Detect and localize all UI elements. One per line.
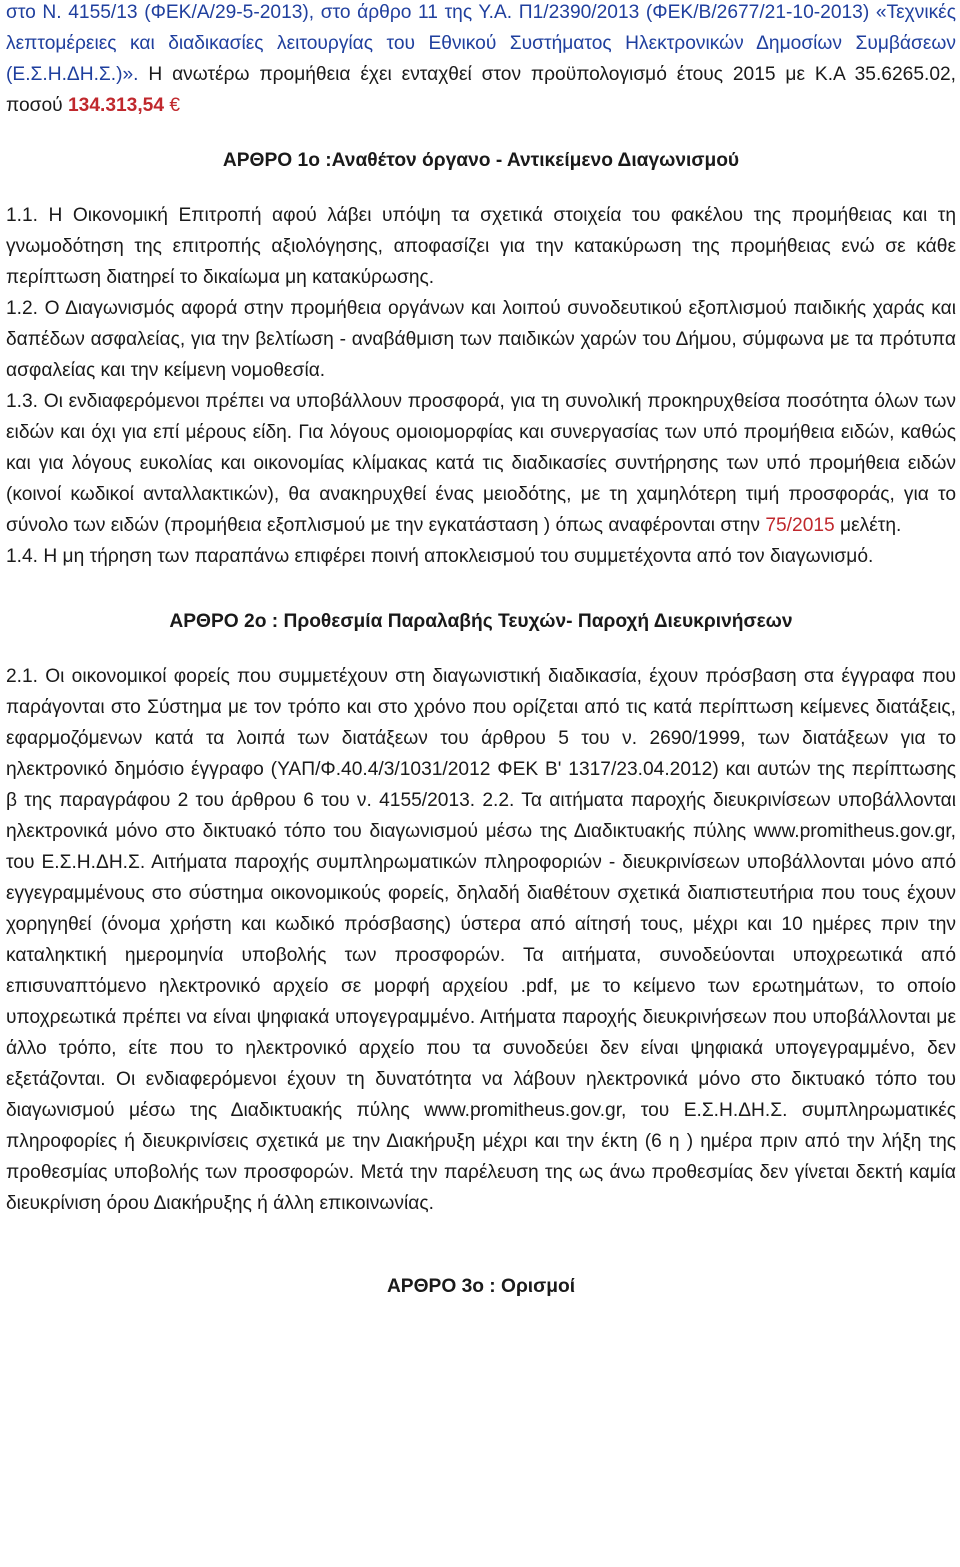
paragraph-2-1: 2.1. Οι οικονομικοί φορείς που συμμετέχουν στη διαγωνιστική διαδικασία, έχουν πρόσβαση στα έγγραφα που παράγονται στο Σύστημα με τον τρόπο και στο χρόνο που ορίζεται από τις κατά περίπτωση κείμενες διατάξεις, εφαρμοζόμενων κατά τα λοιπά των διατάξεων του άρθρου 5 του ν. 2690/1999, των διατάξεων για το ηλεκτρονικό δημόσιο έγγραφο (ΥΑΠ/Φ.40.4/3/1031/2012 ΦΕΚ Β' 1317/23.04.2012) και αυτών της περίπτωσης β της παραγράφου 2 του άρθρου 6 του ν. 4155/2013. 2.2. Τα αιτήματα παροχής διευκρινίσεων υποβάλλονται ηλεκτρονικά μόνο στο δικτυακό τόπο του διαγωνισμού μέσω της Διαδικτυακής πύλης www.promitheus.gov.gr, του Ε.Σ.Η.ΔΗ.Σ. Αιτήματα παροχής συμπληρωματικών πληροφοριών - διευκρινίσεων υποβάλλονται μόνο από εγγεγραμμένους στο σύστημα οικονομικούς φορείς, δηλαδή διαθέτουν σχετικά διαπιστευτήρια που τους έχουν χορηγηθεί (όνομα χρήστη και κωδικό πρόσβασης) ύστερα από αίτησή τους, μέχρι και 10 ημέρες πριν την καταληκτική ημερομηνία υποβολής των προσφορών. Τα αιτήματα, συνοδεύονται υποχρεωτικά από επισυναπτόμενο ηλεκτρονικό αρχείο σε μορφή αρχείου .pdf, με το κείμενο των ερωτημάτων, το οποίο υποχρεωτικά πρέπει να είναι ψηφιακά υπογεγραμμένο. Αιτήματα παροχής διευκρινήσεων που υποβάλλονται με άλλο τρόπο, είτε που το ηλεκτρονικό αρχείο που τα συνοδεύει δεν είναι ψηφιακά υπογεγραμμένο, δεν εξετάζονται. Οι ενδιαφερόμενοι έχουν τη δυνατότητα να λάβουν ηλεκτρονικά μόνο στο δικτυακό τόπο του διαγωνισμού μέσω της Διαδικτυακής πύλης www.promitheus.gov.gr, του Ε.Σ.Η.ΔΗ.Σ. συμπληρωματικές πληροφορίες ή διευκρινίσεις σχετικά με την Διακήρυξη μέχρι και την έκτη (6 η ) ημέρα πριν από την λήξη της προθεσμίας υποβολής των προσφορών. Μετά την παρέλευση της ως άνω προθεσμίας δεν γίνεται δεκτή καμία διευκρίνιση όρου Διακήρυξης ή άλλη επικοινωνίας. [6,666,956,1214]
legal-reference: στο Ν. 4155/13 (ΦΕΚ/Α/29-5-2013), στο άρθρο 11 της Υ.Α. Π1/2390/2013 (ΦΕΚ/Β/2677/21-10-2013) «Τεχνικές λεπτομέρειες και διαδικασίες λειτουργίας του Εθνικού Συστήματος Ηλεκτρονικών Δημοσίων Συμβάσεων (Ε.Σ.Η.ΔΗ.Σ.)». [6,2,956,85]
budget-text: Η ανωτέρω προμήθεια έχει ενταχθεί στον προϋπολογισμό έτους 2015 με Κ.Α 35.6265.02, ποσού [6,64,956,116]
article-3-heading: ΑΡΘΡΟ 3ο : Ορισμοί [386,1276,576,1297]
paragraph-1-3 [6,386,956,541]
article-1-heading: ΑΡΘΡΟ 1ο :Αναθέτον όργανο - Αντικείμενο Διαγωνισμού [222,150,740,171]
paragraph-1-3-text: 1.3. Οι ενδιαφερόμενοι πρέπει να υποβάλλουν προσφορά, για τη συνολική προκηρυχθείσα ποσότητα όλων των ειδών και όχι για επί μέρους είδη. Για λόγους ομοιομορφίας και συνεργασίας των υπό προμήθεια ειδών, καθώς και για λόγους ευκολίας και οικονομίας κλίμακας κατά τις διαδικασίες συντήρησης των υπό προμήθεια ειδών (κοινοί κωδικοί ανταλλακτικών), θα ανακηρυχθεί ένας μειοδότης, με τη χαμηλότερη τιμή προσφοράς, για το σύνολο των ειδών (προμήθεια εξοπλισμού με την εγκατάσταση ) όπως αναφέρονται στην [6,391,956,536]
paragraph-1-4: 1.4. Η μη τήρηση των παραπάνω επιφέρει ποινή αποκλεισμού του συμμετέχοντα από τον διαγωνισμό. [6,546,874,567]
paragraph-1-3-end: μελέτη. [834,515,902,536]
article-2-heading: ΑΡΘΡΟ 2ο : Προθεσμία Παραλαβής Τευχών- Παροχή Διευκρινήσεων [169,611,793,632]
paragraph-1-2: 1.2. Ο Διαγωνισμός αφορά στην προμήθεια οργάνων και λοιπού συνοδευτικού εξοπλισμού παιδικής χαράς και δαπέδων ασφαλείας, για την βελτίωση - αναβάθμιση των παιδικών χαρών του Δήμου, σύμφωνα με τα πρότυπα ασφαλείας και την κείμενη νομοθεσία. [6,298,956,381]
budget-amount: 134.313,54 [67,95,165,116]
currency-symbol: € [164,95,181,116]
study-number: 75/2015 [765,515,835,536]
intro-paragraph [6,0,956,121]
paragraph-1-1: 1.1. Η Οικονομική Επιτροπή αφού λάβει υπόψη τα σχετικά στοιχεία του φακέλου της προμήθειας και τη γνωμοδότηση της επιτροπής αξιολόγησης, αποφασίζει για την κατακύρωση της προμήθειας ενώ σε κάθε περίπτωση διατηρεί το δικαίωμα μη κατακύρωσης. [6,205,956,288]
